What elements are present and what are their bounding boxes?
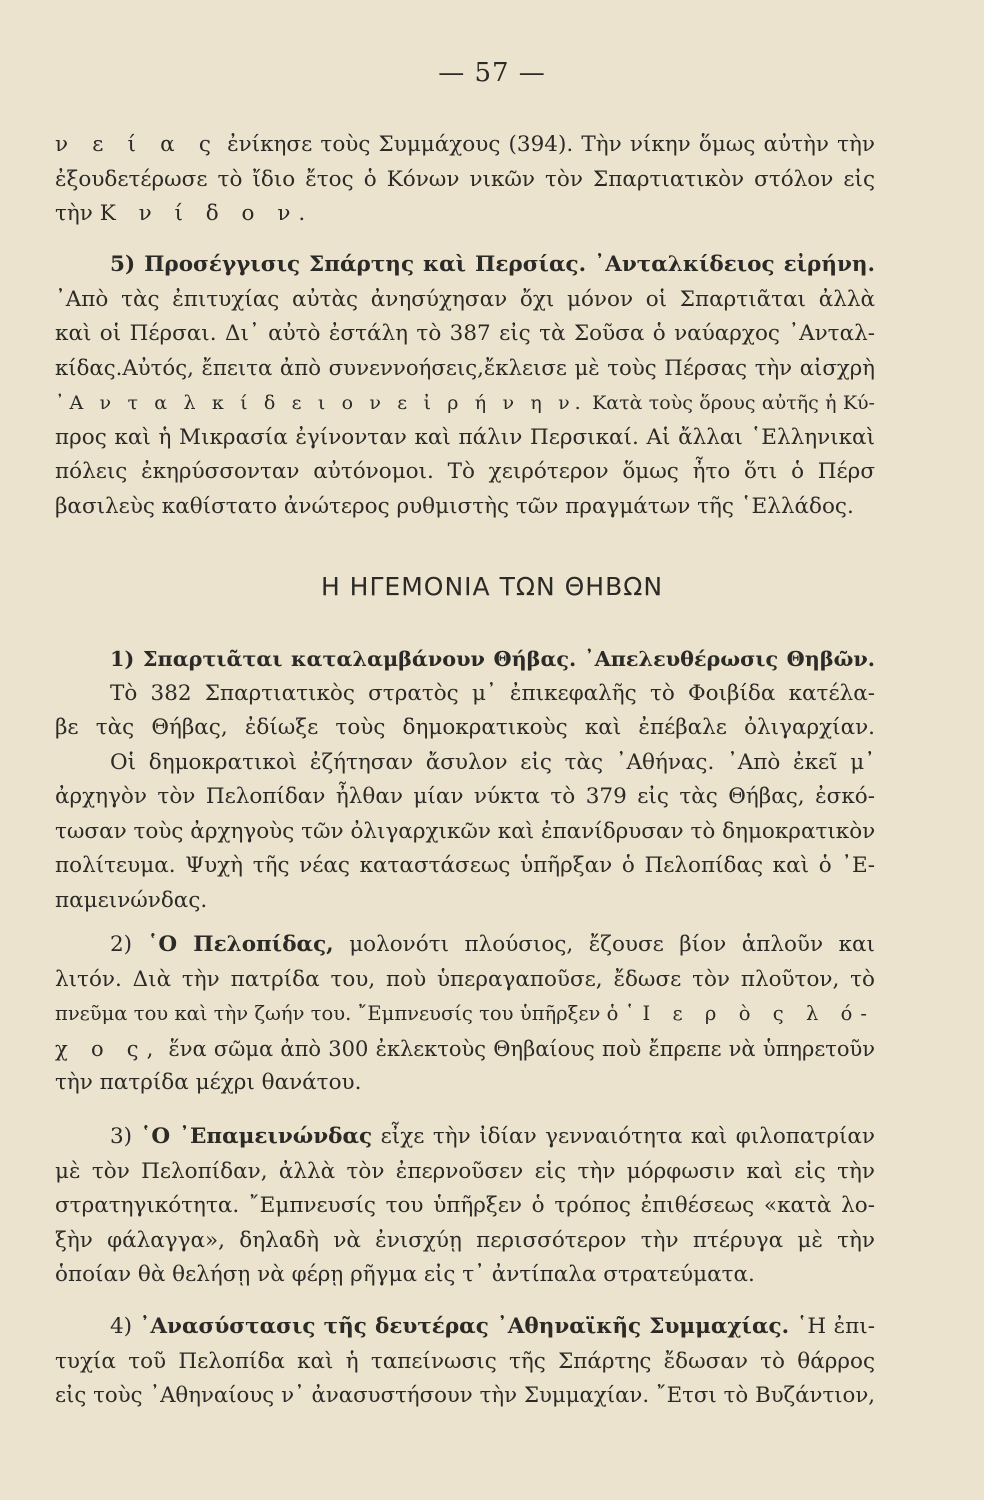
text-line: ὁποίαν θὰ θελήσῃ νὰ φέρῃ ρῆγμα εἰς τ᾿ ἀντίπαλα στρατεύματα. — [55, 1262, 755, 1287]
text-line — [55, 386, 875, 421]
text-line: Οἱ δημοκρατικοὶ ἐζήτησαν ἄσυλον εἰς τὰς ᾿Αθήνας. ᾿Απὸ ἐκεῖ μ᾿ — [110, 749, 875, 775]
heading-text: ᾿Ανασύστασις τῆς δευτέρας ᾿Αθηναϊκῆς Συμμαχίας. — [139, 1314, 790, 1339]
text-line: κίδας.Αὐτός, ἔπειτα ἀπὸ συνεννοήσεις,ἔκλεισε μὲ τοὺς Πέρσας τὴν αἰσχρὴ — [55, 355, 875, 381]
text-line: βασιλεὺς καθίστατο ἀνώτερος ρυθμιστὴς τῶν πραγμάτων τῆς ῾Ελλάδος. — [55, 493, 854, 519]
line-text: ἐνίκησε τοὺς Συμμάχους (394). Τὴν νίκην ὅμως αὐτὴν τὴν — [227, 132, 875, 157]
text-line: τυχία τοῦ Πελοπίδα καὶ ἡ ταπείνωσις τῆς Σπάρτης ἔδωσαν τὸ θάρρος — [55, 1348, 875, 1374]
spaced-word: χ ο ς, — [55, 1036, 162, 1061]
text-line: πόλεις ἐκηρύσσονταν αὐτόνομοι. Τὸ χειρότερον ὅμως ἦτο ὅτι ὁ Πέρσ — [55, 459, 875, 484]
page-number: — 57 — — [438, 58, 546, 88]
section-number: 2) — [110, 932, 133, 957]
text-line — [55, 1032, 875, 1067]
text-line: Τὸ 382 Σπαρτιατικὸς στρατὸς μ᾿ ἐπικεφαλῆς τὸ Φοιβίδα κατέλα- — [110, 680, 875, 706]
line-text: ἕνα σῶμα ἀπὸ 300 ἐκλεκτοὺς Θηβαίους ποὺ ἔπρεπε νὰ ὑπηρετοῦν — [168, 1036, 875, 1061]
text-line: παμεινώνδας. — [55, 887, 208, 913]
text-line: εἰς τοὺς ᾿Αθηναίους ν᾿ ἀνασυστήσουν τὴν Συμμαχίαν. ῎Ετσι τὸ Βυζάντιον, — [55, 1383, 875, 1408]
text-line: στρατηγικότητα. ῎Εμπνευσίς του ὑπῆρξεν ὁ τρόπος ἐπιθέσεως «κατὰ λο- — [55, 1193, 875, 1218]
spaced-word: ᾿Α ν τ α λ κ ί δ ε ι ο ν ε ἰ ρ ή ν η ν. — [55, 392, 586, 414]
section-4 — [55, 1310, 875, 1414]
heading-text: ᾿Απελευθέρωσις Θηβῶν. — [584, 647, 875, 671]
section-number: 3) — [110, 1124, 133, 1149]
text-line — [55, 997, 875, 1032]
chapter-title: Η ΗΓΕΜΟΝΙΑ ΤΩΝ ΘΗΒΩΝ — [320, 572, 664, 601]
text-line — [55, 1310, 875, 1345]
text-line: λιτόν. Διὰ τὴν πατρίδα του, ποὺ ὑπεραγαποῦσε, ἔδωσε τὸν πλοῦτον, τὸ — [55, 966, 875, 992]
spaced-word: ν ε ί α ς — [55, 132, 219, 157]
spaced-word: Κ ν ί δ ο ν. — [99, 201, 314, 226]
text-line: προς καὶ ἡ Μικρασία ἐγίνονταν καὶ πάλιν Περσικαί. Αἱ ἄλλαι ῾Ελληνικαὶ — [55, 424, 875, 450]
text-line: τὴν πατρίδα μέχρι θανάτου. — [55, 1070, 362, 1095]
heading-text: ῾Ο ᾿Επαμεινώνδας — [140, 1124, 373, 1149]
text-line — [55, 197, 875, 232]
text-line: ᾿Απὸ τὰς ἐπιτυχίας αὐτὰς ἀνησύχησαν ὄχι μόνον οἱ Σπαρτιᾶται ἀλλὰ — [55, 286, 875, 312]
spaced-word: ῾Ι ε ρ ὸ ς λ ό- — [624, 1002, 875, 1025]
text-block-top — [55, 128, 875, 232]
text-line: ξὴν φάλαγγα», δηλαδὴ νὰ ἐνισχύῃ περισσότερον τὴν πτέρυγα μὲ τὴν — [55, 1227, 875, 1253]
text-line: πολίτευμα. Ψυχὴ τῆς νέας καταστάσεως ὑπῆρξαν ὁ Πελοπίδας καὶ ὁ ᾿Ε- — [55, 853, 875, 878]
text-line: ἐξουδετέρωσε τὸ ἴδιο ἔτος ὁ Κόνων νικῶν τὸν Σπαρτιατικὸν στόλον εἰς — [55, 166, 875, 192]
heading-text: ῾Ο Πελοπίδας, — [147, 932, 334, 957]
heading-text: 1) Σπαρτιᾶται καταλαμβάνουν Θήβας. — [110, 647, 577, 671]
text-line: μὲ τὸν Πελοπίδαν, ἀλλὰ τὸν ἐπερνοῦσεν εἰς τὴν μόρφωσιν καὶ εἰς τὴν — [55, 1158, 875, 1184]
text-line: καὶ οἱ Πέρσαι. Δι᾿ αὐτὸ ἐστάλη τὸ 387 εἰς τὰ Σοῦσα ὁ ναύαρχος ᾿Ανταλ- — [55, 321, 875, 346]
line-text: μολονότι πλούσιος, ἔζουσε βίον ἁπλοῦν και — [349, 932, 875, 957]
line-text: τὴν — [55, 201, 93, 226]
text-line — [55, 1120, 875, 1155]
section-2 — [55, 928, 875, 1101]
text-line: ἀρχηγὸν τὸν Πελοπίδαν ἦλθαν μίαν νύκτα τὸ 379 εἰς τὰς Θήβας, ἐσκό- — [55, 784, 875, 809]
text-line — [55, 928, 875, 963]
section-1 — [55, 642, 875, 918]
section-3 — [55, 1120, 875, 1293]
section-number: 4) — [110, 1314, 133, 1339]
section-heading — [55, 642, 875, 677]
line-text: πνεῦμα του καὶ τὴν ζωήν του. ῎Εμπνευσίς του ὑπῆρξεν ὁ — [55, 1002, 619, 1025]
section-heading — [55, 248, 875, 283]
line-text: Κατὰ τοὺς ὅρους αὐτῆς ἡ Κύ- — [592, 392, 875, 414]
heading-text: 5) Προσέγγισις Σπάρτης καὶ Περσίας. — [110, 252, 587, 277]
text-line — [55, 128, 875, 163]
heading-text: ᾿Ανταλκίδειος εἰρήνη. — [594, 252, 876, 277]
section-5 — [55, 248, 875, 524]
line-text: εἶχε τὴν ἰδίαν γενναιότητα καὶ φιλοπατρίαν — [380, 1124, 875, 1149]
line-text: ῾Η ἐπι- — [796, 1314, 875, 1339]
text-line: βε τὰς Θήβας, ἐδίωξε τοὺς δημοκρατικοὺς καὶ ἐπέβαλε ὀλιγαρχίαν. — [55, 715, 875, 740]
text-line: τωσαν τοὺς ἀρχηγοὺς τῶν ὀλιγαρχικῶν καὶ ἐπανίδρυσαν τὸ δημοκρατικὸν — [55, 818, 876, 844]
